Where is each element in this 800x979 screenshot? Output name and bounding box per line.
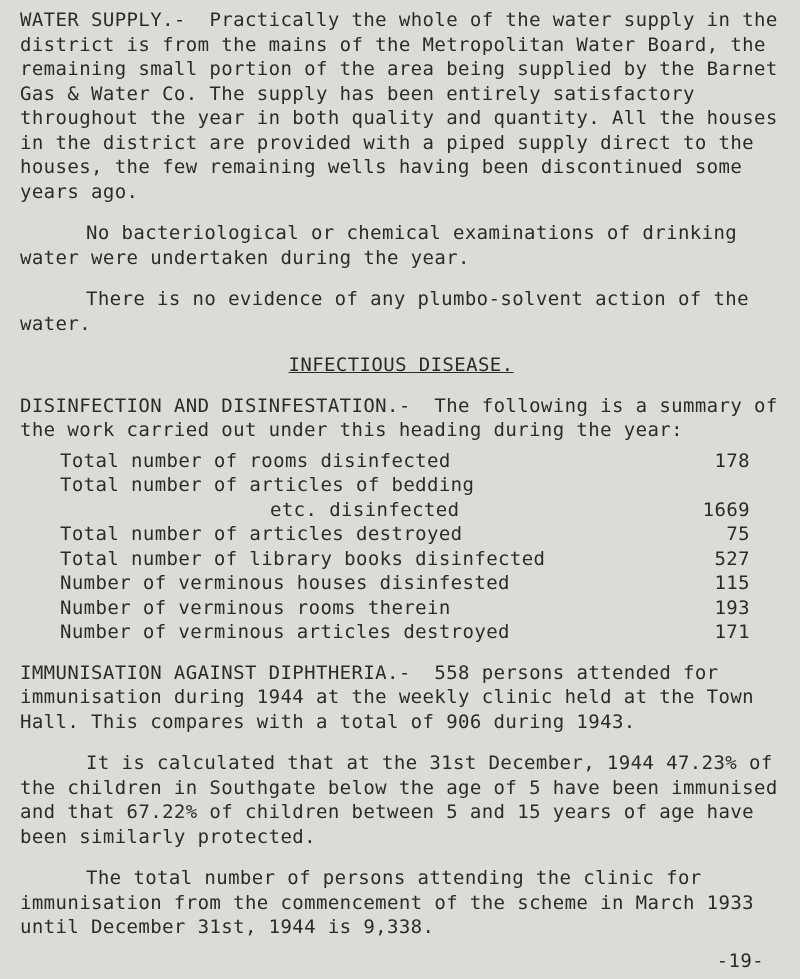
row-value <box>670 473 750 522</box>
table-row <box>60 473 750 522</box>
row-value: 527 <box>714 547 750 570</box>
water-supply-paragraph <box>20 8 782 204</box>
row-value: 75 <box>726 523 750 545</box>
row-value: 115 <box>714 572 750 594</box>
infectious-disease-title: INFECTIOUS DISEASE. <box>288 354 514 376</box>
row-label-line2: etc. disinfected <box>270 498 460 521</box>
row-value: 193 <box>714 596 750 619</box>
row-value-text: 1669 <box>702 498 750 521</box>
immunisation-heading: IMMUNISATION AGAINST DIPHTHERIA.- <box>20 661 411 684</box>
immunisation-paragraph <box>20 661 782 735</box>
row-label: Number of verminous rooms therein <box>60 596 451 619</box>
row-label-line1: Total number of articles of bedding <box>60 474 475 496</box>
immunisation-total-paragraph: The total number of persons attending the clinic for immunisation from the commencement of the scheme in March 1933 until December 31st, 1944 is 9,338. <box>20 867 755 938</box>
disinfection-summary-table <box>60 449 750 645</box>
row-label: Number of verminous houses disinfested <box>60 572 510 594</box>
row-value: 171 <box>714 621 750 643</box>
plumbo-solvent-paragraph: There is no evidence of any plumbo-solvent action of the water. <box>20 288 749 335</box>
disinfection-paragraph <box>20 394 782 443</box>
row-value: 178 <box>714 449 750 472</box>
water-supply-heading: WATER SUPPLY.- <box>20 9 186 31</box>
immunisation-percent-paragraph: It is calculated that at the 31st December, 1944 47.23% of the children in Southgate below the age of 5 have been immunised and that 67.22% of children between 5 and 15 years of age have been similarly protected. <box>20 752 778 848</box>
table-row <box>60 571 750 596</box>
water-supply-text: Practically the whole of the water supply in the district is from the mains of the Metropolitan Water Board, the remaining small portion of the area being supplied by the Barnet Gas & Water Co. The supply has been entirely satisfactory throughout the year in both quality and quantity. All the houses in the district are provided with a piped supply direct to the houses, the few remaining wells having been discontinued some years ago. <box>20 9 778 203</box>
disinfection-text: The following is a summary of the work carried out under this heading during the year: <box>20 394 778 441</box>
disinfection-heading: DISINFECTION AND DISINFESTATION.- <box>20 394 411 417</box>
row-label: Total number of rooms disinfected <box>60 449 451 472</box>
bacteriological-paragraph: No bacteriological or chemical examinations of drinking water were undertaken during the year. <box>20 222 738 269</box>
table-row <box>60 596 750 621</box>
table-row <box>60 449 750 474</box>
page-number: -19- <box>716 949 764 972</box>
row-label: Total number of library books disinfected <box>60 547 546 570</box>
table-row <box>60 620 750 645</box>
immunisation-text: 558 persons attended for immunisation during 1944 at the weekly clinic held at the Town Hall. This compares with a total of 906 during 1943. <box>20 661 755 733</box>
row-label: Number of verminous articles destroyed <box>60 621 510 643</box>
table-row <box>60 522 750 547</box>
row-label <box>60 473 670 522</box>
row-label: Total number of articles destroyed <box>60 523 463 545</box>
table-row <box>60 547 750 572</box>
